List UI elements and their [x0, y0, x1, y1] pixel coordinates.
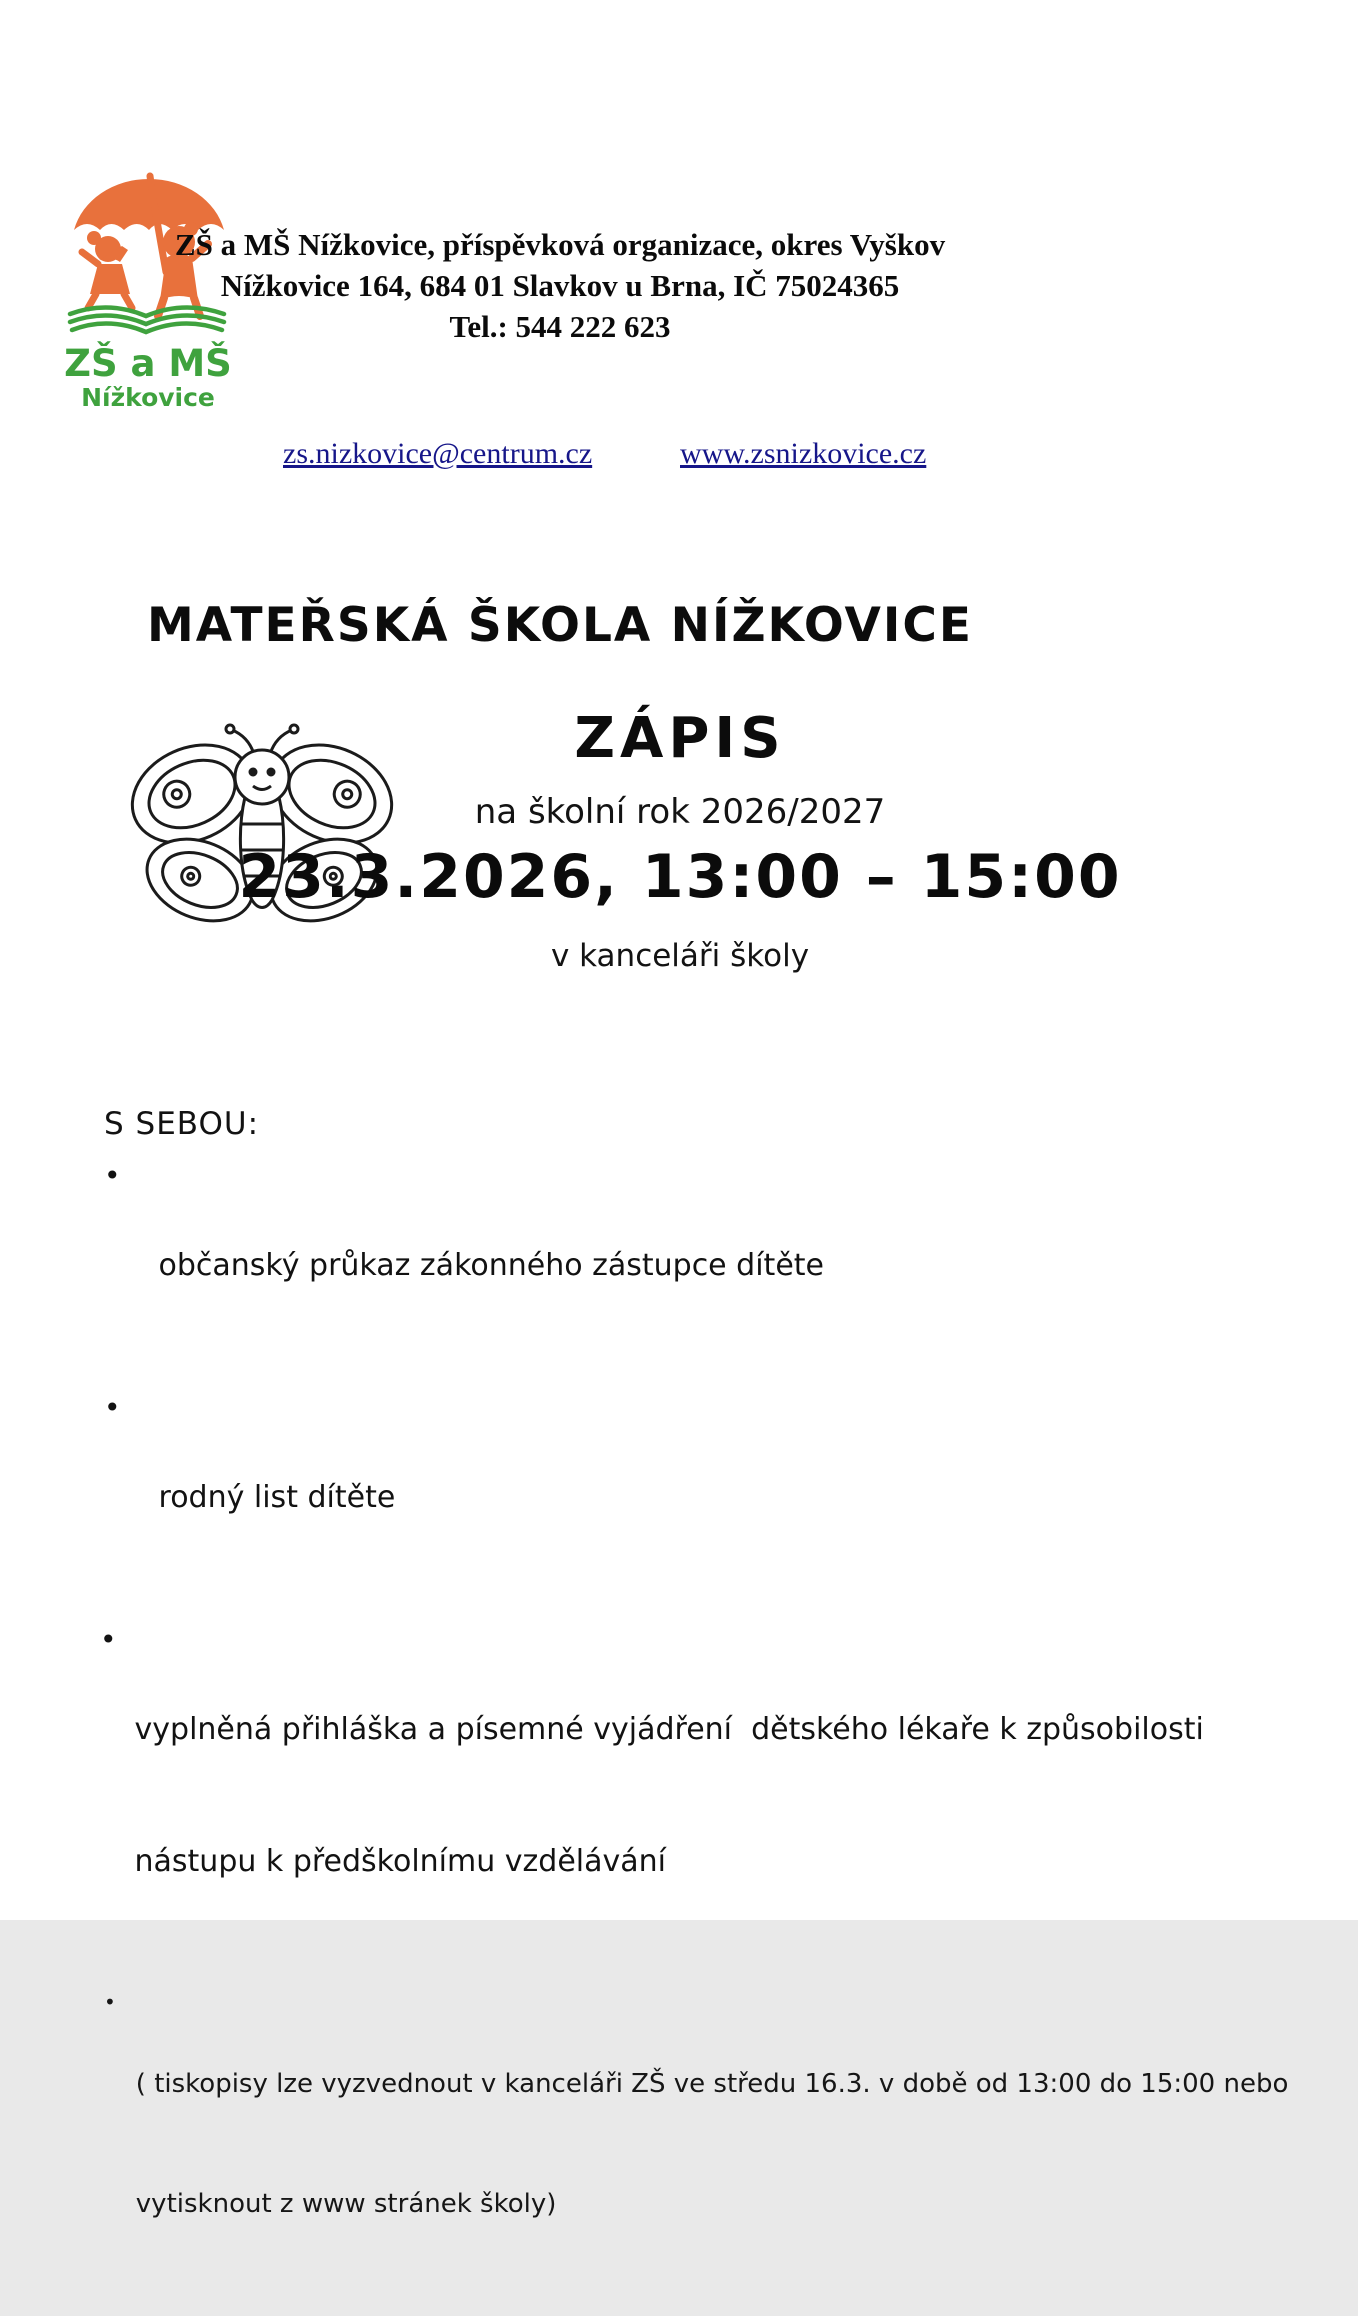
checklist-item-application: [100, 1620, 1280, 1972]
checklist-item-text: občanský průkaz zákonného zástupce dítěte: [158, 1248, 824, 1283]
logo-text-line2: Nížkovice: [81, 383, 215, 412]
bullet-icon: •: [104, 1391, 121, 1424]
checklist-section: [100, 1106, 1289, 2316]
org-address-line: Nížkovice 164, 684 01 Slavkov u Brna, IČ 75024365: [220, 268, 900, 303]
org-header: [165, 224, 955, 347]
date-time-line: 23.3.2026, 13:00 – 15:00: [238, 842, 1122, 912]
links-row: [0, 437, 1358, 481]
checklist-note-line2: vytisknout z www stránek školy): [135, 2189, 557, 2219]
checklist-item-forms-note: [100, 1984, 1289, 2304]
checklist-note-line1: ( tiskopisy lze vyzvednout v kanceláři ZŠ ve středu 16.3. v době od 13:00 do 15:00 nebo: [135, 2069, 1289, 2099]
checklist-item-text-line1: vyplněná přihláška a písemné vyjádření dětského lékaře k způsobilosti: [134, 1712, 1204, 1747]
org-phone-line: Tel.: 544 222 623: [449, 309, 671, 344]
bullet-icon: •: [104, 1990, 116, 2014]
location-line: v kanceláři školy: [550, 938, 810, 974]
enrollment-title: ZÁPIS: [574, 706, 786, 771]
logo-text-line1: ZŠ a MŠ: [64, 342, 232, 385]
org-name-line: ZŠ a MŠ Nížkovice, příspěvková organizace, okres Vyškov: [174, 227, 946, 262]
checklist-item-id-card: [100, 1156, 1280, 1376]
bullet-icon: •: [100, 1623, 117, 1656]
checklist-item-text-line2: nástupu k předškolnímu vzdělávání: [134, 1844, 666, 1879]
poster-title: MATEŘSKÁ ŠKOLA NÍŽKOVICE: [146, 598, 974, 653]
school-year-line: na školní rok 2026/2027: [474, 792, 886, 832]
checklist-item-birth-certificate: [100, 1388, 1280, 1608]
bullet-icon: •: [104, 1159, 121, 1192]
website-link[interactable]: www.zsnizkovice.cz: [680, 437, 927, 470]
checklist-heading: S SEBOU:: [104, 1106, 260, 1142]
checklist-item-text: rodný list dítěte: [158, 1480, 396, 1515]
email-link[interactable]: zs.nizkovice@centrum.cz: [283, 437, 593, 470]
